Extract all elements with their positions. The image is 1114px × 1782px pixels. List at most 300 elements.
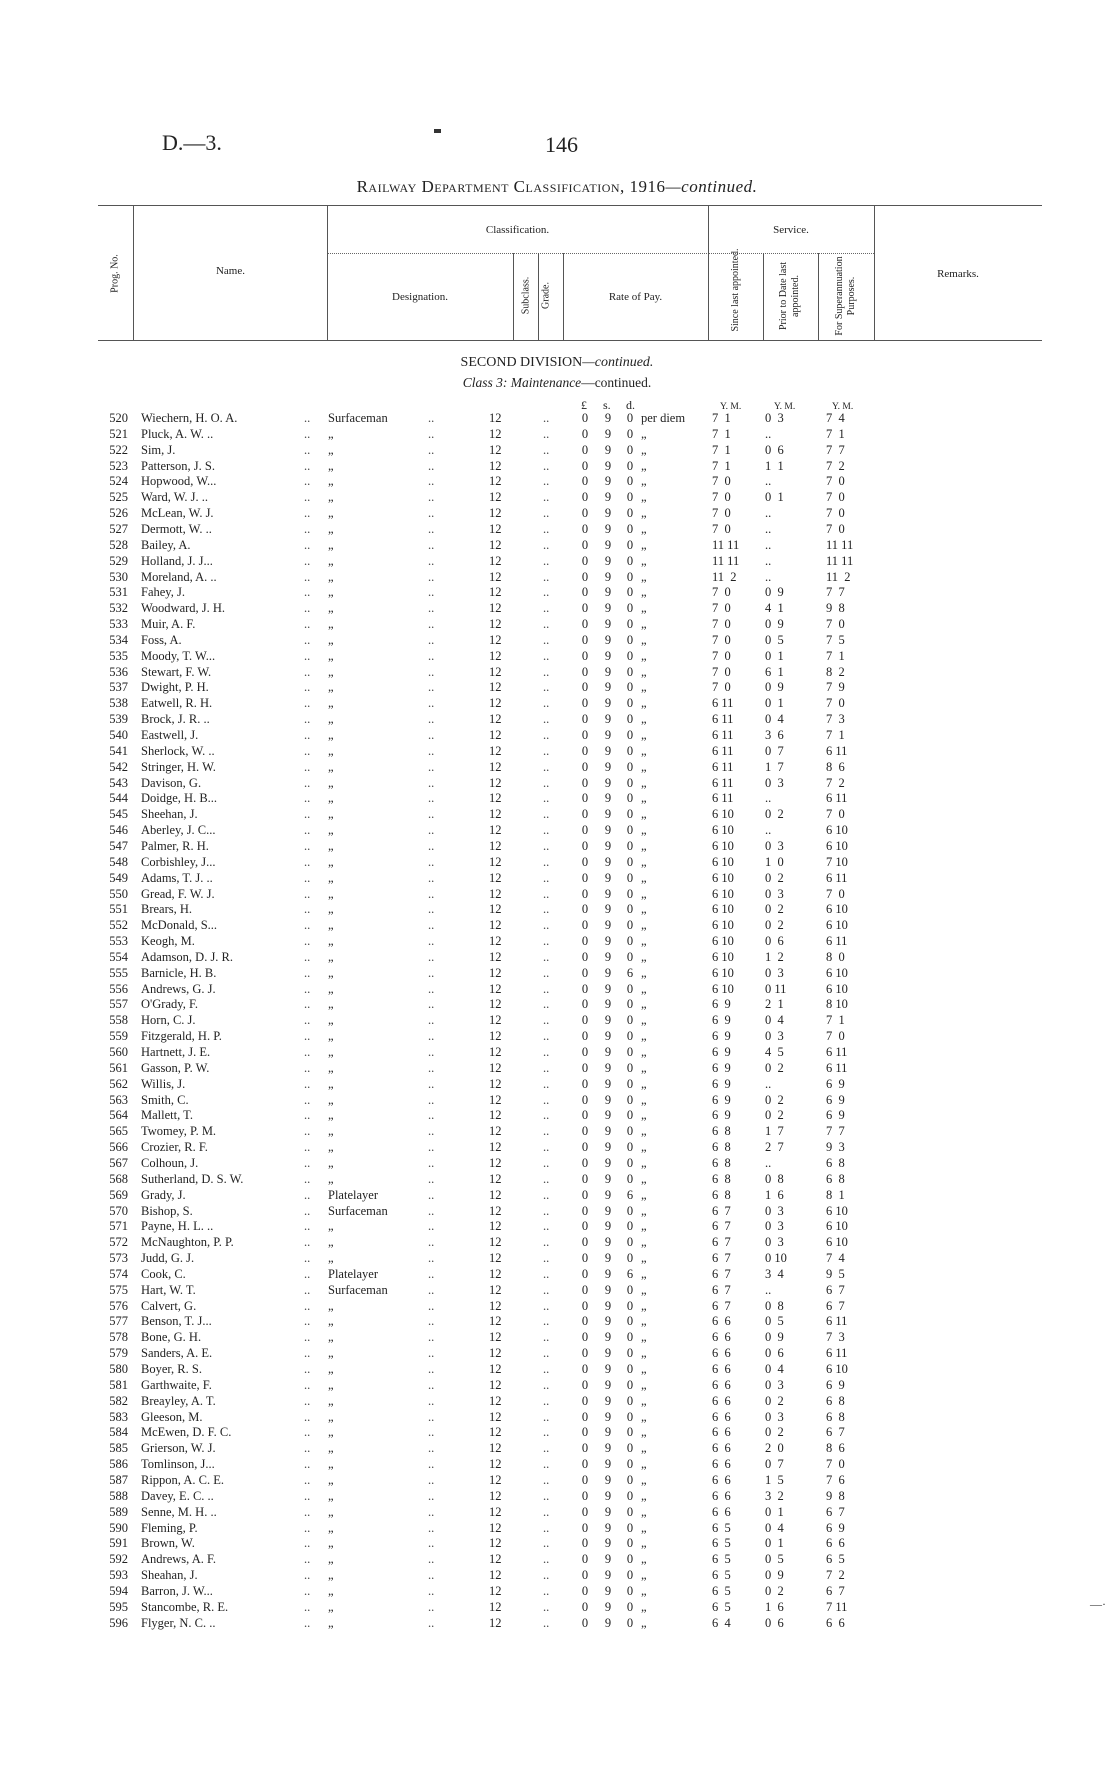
leader-dots: .. bbox=[543, 997, 550, 1012]
pay-shillings-cell: 9 bbox=[604, 601, 612, 616]
designation-cell: „ bbox=[328, 1219, 334, 1234]
superannuation-cell: 9 8 bbox=[826, 601, 845, 616]
name-cell: Brock, J. R. .. bbox=[141, 712, 210, 727]
prog-no-cell: 572 bbox=[109, 1235, 128, 1250]
grade-cell: 12 bbox=[489, 537, 502, 552]
leader-dots: .. bbox=[543, 632, 550, 647]
prog-no-cell: 545 bbox=[109, 807, 128, 822]
superannuation-cell: 6 11 bbox=[826, 1346, 848, 1361]
name-cell: Grierson, W. J. bbox=[141, 1441, 216, 1456]
grade-cell: 12 bbox=[489, 1060, 502, 1075]
leader-dots: .. bbox=[304, 1488, 311, 1503]
leader-dots: .. bbox=[304, 1583, 311, 1598]
pay-period-cell: „ bbox=[641, 1092, 647, 1107]
leader-dots: .. bbox=[543, 759, 550, 774]
pay-shillings-cell: 9 bbox=[604, 1330, 612, 1345]
table-row bbox=[0, 1123, 1114, 1139]
leader-dots: .. bbox=[428, 1409, 435, 1424]
pay-pence-cell: 0 bbox=[626, 807, 634, 822]
leader-dots: .. bbox=[304, 1060, 311, 1075]
since-last-cell: 7 1 bbox=[712, 411, 731, 425]
prior-to-date-cell: 0 3 bbox=[765, 775, 784, 790]
pay-period-cell: „ bbox=[641, 696, 647, 711]
leader-dots: .. bbox=[428, 949, 435, 964]
pay-pence-cell: 0 bbox=[626, 632, 634, 647]
since-last-cell: 6 6 bbox=[712, 1488, 731, 1503]
designation-cell: „ bbox=[328, 1124, 334, 1139]
leader-dots: .. bbox=[304, 411, 311, 425]
pay-pounds-cell: 0 bbox=[581, 1377, 589, 1392]
pay-period-cell: „ bbox=[641, 1013, 647, 1028]
name-cell: Senne, M. H. .. bbox=[141, 1504, 217, 1519]
designation-cell: „ bbox=[328, 712, 334, 727]
superannuation-cell: 11 11 bbox=[826, 537, 854, 552]
since-last-cell: 7 1 bbox=[712, 458, 731, 473]
since-last-cell: 6 5 bbox=[712, 1552, 731, 1567]
pay-pounds-cell: 0 bbox=[581, 1203, 589, 1218]
leader-dots: .. bbox=[428, 791, 435, 806]
pay-period-cell: „ bbox=[641, 1504, 647, 1519]
pay-pence-cell: 0 bbox=[626, 1140, 634, 1155]
pay-pounds-cell: 0 bbox=[581, 1409, 589, 1424]
table-row bbox=[0, 584, 1114, 600]
name-cell: Hartnett, J. E. bbox=[141, 1045, 211, 1059]
pay-period-cell: „ bbox=[641, 442, 647, 457]
leader-dots: .. bbox=[428, 1568, 435, 1583]
pay-pounds-cell: 0 bbox=[581, 1187, 589, 1202]
prog-no-cell: 536 bbox=[109, 664, 128, 679]
pay-shillings-cell: 9 bbox=[604, 743, 612, 758]
pay-period-cell: „ bbox=[641, 1076, 647, 1091]
name-cell: Gasson, P. W. bbox=[141, 1060, 210, 1075]
pay-period-cell: „ bbox=[641, 1187, 647, 1202]
name-cell: Garthwaite, F. bbox=[141, 1377, 212, 1392]
leader-dots: .. bbox=[428, 1155, 435, 1170]
designation-cell: „ bbox=[328, 521, 334, 536]
prior-to-date-cell: 1 6 bbox=[765, 1187, 784, 1202]
name-cell: Doidge, H. B... bbox=[141, 791, 218, 806]
pay-pounds-cell: 0 bbox=[581, 1029, 589, 1044]
pay-pence-cell: 0 bbox=[626, 838, 634, 853]
superannuation-cell: 7 0 bbox=[826, 1029, 845, 1044]
leader-dots: .. bbox=[304, 918, 311, 933]
pay-period-cell: „ bbox=[641, 458, 647, 473]
table-row bbox=[0, 1155, 1114, 1171]
superannuation-cell: 7 1 bbox=[826, 426, 845, 441]
table-row bbox=[0, 1250, 1114, 1266]
designation-cell: „ bbox=[328, 775, 334, 790]
pay-shillings-cell: 9 bbox=[604, 1552, 612, 1567]
pay-period-cell: „ bbox=[641, 521, 647, 536]
leader-dots: .. bbox=[543, 965, 550, 980]
leader-dots: .. bbox=[543, 791, 550, 806]
since-last-cell: 6 7 bbox=[712, 1235, 731, 1250]
grade-cell: 12 bbox=[489, 474, 502, 489]
designation-cell: „ bbox=[328, 1472, 334, 1487]
leader-dots: .. bbox=[543, 1441, 550, 1456]
pay-shillings-cell: 9 bbox=[604, 886, 612, 901]
prog-no-cell: 553 bbox=[109, 934, 128, 949]
pay-pence-cell: 0 bbox=[626, 490, 634, 505]
designation-cell: „ bbox=[328, 426, 334, 441]
prog-no-cell: 532 bbox=[109, 601, 128, 616]
leader-dots: .. bbox=[304, 1409, 311, 1424]
prior-to-date-cell: 0 3 bbox=[765, 1377, 784, 1392]
grade-cell: 12 bbox=[489, 442, 502, 457]
since-last-cell: 11 11 bbox=[712, 553, 740, 568]
leader-dots: .. bbox=[304, 1171, 311, 1186]
leader-dots: .. bbox=[304, 1045, 311, 1059]
name-cell: Brown, W. bbox=[141, 1536, 195, 1551]
grade-cell: 12 bbox=[489, 1045, 502, 1059]
pay-pence-cell: 0 bbox=[626, 1298, 634, 1313]
table-row bbox=[0, 886, 1114, 902]
superannuation-cell: 7 1 bbox=[826, 728, 845, 742]
grade-cell: 12 bbox=[489, 1140, 502, 1155]
superannuation-cell: 6 7 bbox=[826, 1504, 845, 1519]
grade-cell: 12 bbox=[489, 870, 502, 885]
grade-cell: 12 bbox=[489, 886, 502, 901]
pay-shillings-cell: 9 bbox=[604, 506, 612, 521]
pay-period-cell: „ bbox=[641, 426, 647, 441]
leader-dots: .. bbox=[543, 1124, 550, 1139]
pay-shillings-cell: 9 bbox=[604, 648, 612, 663]
name-cell: Moody, T. W... bbox=[141, 648, 216, 663]
superannuation-cell: 6 10 bbox=[826, 1219, 848, 1234]
prior-to-date-cell: 0 1 bbox=[765, 696, 784, 711]
prior-to-date-cell: 0 6 bbox=[765, 1615, 784, 1630]
designation-cell: „ bbox=[328, 1060, 334, 1075]
pay-pence-cell: 0 bbox=[626, 458, 634, 473]
prior-to-date-cell: 0 3 bbox=[765, 1029, 784, 1044]
leader-dots: .. bbox=[428, 997, 435, 1012]
superannuation-cell: 7 4 bbox=[826, 1251, 845, 1266]
designation-cell: „ bbox=[328, 680, 334, 695]
since-last-cell: 6 6 bbox=[712, 1472, 731, 1487]
name-cell: Muir, A. F. bbox=[141, 617, 196, 632]
grade-cell: 12 bbox=[489, 1187, 502, 1202]
designation-cell: „ bbox=[328, 854, 334, 869]
name-cell: Sim, J. bbox=[141, 442, 176, 457]
since-last-header: Since last appointed. bbox=[730, 248, 741, 332]
leader-dots: .. bbox=[543, 807, 550, 822]
leader-dots: .. bbox=[304, 458, 311, 473]
leader-dots: .. bbox=[428, 1457, 435, 1472]
pay-shillings-cell: 9 bbox=[604, 1045, 612, 1059]
pay-pounds-cell: 0 bbox=[581, 1092, 589, 1107]
pay-period-cell: per diem bbox=[641, 411, 686, 425]
pay-pence-cell: 0 bbox=[626, 1076, 634, 1091]
pay-period-cell: „ bbox=[641, 838, 647, 853]
leader-dots: .. bbox=[428, 1140, 435, 1155]
since-last-cell: 6 10 bbox=[712, 902, 734, 917]
since-last-cell: 7 0 bbox=[712, 617, 731, 632]
table-row bbox=[0, 1440, 1114, 1456]
name-cell: Bone, G. H. bbox=[141, 1330, 202, 1345]
prior-to-date-cell: 1 2 bbox=[765, 949, 784, 964]
pay-pence-cell: 0 bbox=[626, 1203, 634, 1218]
since-last-cell: 6 6 bbox=[712, 1409, 731, 1424]
since-last-cell: 7 0 bbox=[712, 490, 731, 505]
leader-dots: .. bbox=[428, 965, 435, 980]
pay-pence-cell: 0 bbox=[626, 601, 634, 616]
since-last-cell: 6 10 bbox=[712, 823, 734, 838]
leader-dots: .. bbox=[304, 1203, 311, 1218]
pay-pence-cell: 0 bbox=[626, 1457, 634, 1472]
pay-pence-cell: 0 bbox=[626, 997, 634, 1012]
class-name: Maintenance bbox=[510, 375, 582, 390]
pay-pence-cell: 0 bbox=[626, 934, 634, 949]
designation-cell: Surfaceman bbox=[328, 1203, 388, 1218]
pay-pence-cell: 0 bbox=[626, 1599, 634, 1614]
since-last-cell: 6 6 bbox=[712, 1330, 731, 1345]
designation-cell: „ bbox=[328, 1615, 334, 1630]
pay-pounds-cell: 0 bbox=[581, 1472, 589, 1487]
prog-no-cell: 546 bbox=[109, 823, 128, 838]
leader-dots: .. bbox=[428, 1520, 435, 1535]
superannuation-cell: 7 4 bbox=[826, 411, 845, 425]
pay-pence-cell: 0 bbox=[626, 426, 634, 441]
table-row bbox=[0, 537, 1114, 553]
leader-dots: .. bbox=[304, 728, 311, 742]
pay-pence-cell: 0 bbox=[626, 1314, 634, 1329]
pay-pence-cell: 0 bbox=[626, 680, 634, 695]
pay-period-cell: „ bbox=[641, 886, 647, 901]
prog-no-cell: 529 bbox=[109, 553, 128, 568]
pay-pounds-cell: 0 bbox=[581, 1425, 589, 1440]
since-last-cell: 7 0 bbox=[712, 585, 731, 600]
since-last-cell: 7 0 bbox=[712, 601, 731, 616]
name-cell: Flyger, N. C. .. bbox=[141, 1615, 216, 1630]
pay-shillings-cell: 9 bbox=[604, 458, 612, 473]
pay-pounds-cell: 0 bbox=[581, 981, 589, 996]
prior-to-date-cell: .. bbox=[765, 823, 772, 838]
pay-shillings-cell: 9 bbox=[604, 981, 612, 996]
designation-cell: Surfaceman bbox=[328, 1282, 388, 1297]
pay-pence-cell: 0 bbox=[626, 1615, 634, 1630]
leader-dots: .. bbox=[543, 1013, 550, 1028]
leader-dots: .. bbox=[428, 934, 435, 949]
leader-dots: .. bbox=[304, 807, 311, 822]
grade-cell: 12 bbox=[489, 1583, 502, 1598]
pay-shillings-cell: 9 bbox=[604, 569, 612, 584]
pay-pounds-cell: 0 bbox=[581, 1552, 589, 1567]
pay-shillings-cell: 9 bbox=[604, 1203, 612, 1218]
grade-cell: 12 bbox=[489, 1235, 502, 1250]
superannuation-cell: 6 9 bbox=[826, 1076, 845, 1091]
pay-shillings-cell: 9 bbox=[604, 1092, 612, 1107]
prior-to-date-cell: 1 5 bbox=[765, 1472, 784, 1487]
superannuation-cell: 8 0 bbox=[826, 949, 845, 964]
designation-cell: „ bbox=[328, 1298, 334, 1313]
prog-no-cell: 521 bbox=[109, 426, 128, 441]
leader-dots: .. bbox=[543, 1346, 550, 1361]
table-row bbox=[0, 1012, 1114, 1028]
leader-dots: .. bbox=[428, 1488, 435, 1503]
table-row bbox=[0, 426, 1114, 442]
table-row bbox=[0, 1171, 1114, 1187]
pay-pence-cell: 0 bbox=[626, 1060, 634, 1075]
table-row bbox=[0, 996, 1114, 1012]
leader-dots: .. bbox=[543, 680, 550, 695]
leader-dots: .. bbox=[428, 823, 435, 838]
leader-dots: .. bbox=[304, 601, 311, 616]
pay-pounds-cell: 0 bbox=[581, 1393, 589, 1408]
pay-period-cell: „ bbox=[641, 712, 647, 727]
leader-dots: .. bbox=[304, 680, 311, 695]
prog-no-cell: 535 bbox=[109, 648, 128, 663]
grade-cell: 12 bbox=[489, 1282, 502, 1297]
prog-no-cell: 559 bbox=[109, 1029, 128, 1044]
pay-shillings-cell: 9 bbox=[604, 1013, 612, 1028]
grade-cell: 12 bbox=[489, 585, 502, 600]
leader-dots: .. bbox=[543, 918, 550, 933]
name-cell: Benson, T. J... bbox=[141, 1314, 212, 1329]
leader-dots: .. bbox=[543, 1045, 550, 1059]
pay-period-cell: „ bbox=[641, 1488, 647, 1503]
leader-dots: .. bbox=[304, 1092, 311, 1107]
leader-dots: .. bbox=[428, 442, 435, 457]
grade-cell: 12 bbox=[489, 997, 502, 1012]
superannuation-cell: 11 11 bbox=[826, 553, 854, 568]
since-last-cell: 6 11 bbox=[712, 728, 734, 742]
col-rule-7 bbox=[763, 253, 764, 340]
pay-period-cell: „ bbox=[641, 1251, 647, 1266]
leader-dots: .. bbox=[304, 1219, 311, 1234]
grade-cell: 12 bbox=[489, 617, 502, 632]
designation-cell: „ bbox=[328, 1235, 334, 1250]
since-last-cell: 6 9 bbox=[712, 1076, 731, 1091]
name-cell: Gleeson, M. bbox=[141, 1409, 203, 1424]
table-row bbox=[0, 569, 1114, 585]
prior-to-date-cell: 0 2 bbox=[765, 902, 784, 917]
leader-dots: .. bbox=[543, 775, 550, 790]
pay-period-cell: „ bbox=[641, 934, 647, 949]
leader-dots: .. bbox=[543, 617, 550, 632]
since-last-cell: 6 5 bbox=[712, 1599, 731, 1614]
pay-period-cell: „ bbox=[641, 743, 647, 758]
pay-pence-cell: 0 bbox=[626, 1409, 634, 1424]
pay-pence-cell: 0 bbox=[626, 1488, 634, 1503]
pay-pence-cell: 0 bbox=[626, 1029, 634, 1044]
grade-cell: 12 bbox=[489, 1251, 502, 1266]
since-last-cell: 6 8 bbox=[712, 1171, 731, 1186]
prog-no-cell: 593 bbox=[109, 1568, 128, 1583]
pay-period-cell: „ bbox=[641, 601, 647, 616]
pay-period-cell: „ bbox=[641, 1346, 647, 1361]
superannuation-cell: 6 10 bbox=[826, 965, 848, 980]
since-last-cell: 6 11 bbox=[712, 696, 734, 711]
prog-no-cell: 534 bbox=[109, 632, 128, 647]
table-row bbox=[0, 790, 1114, 806]
name-cell: Keogh, M. bbox=[141, 934, 195, 949]
name-cell: Sheehan, J. bbox=[141, 807, 198, 822]
table-row bbox=[0, 1535, 1114, 1551]
leader-dots: .. bbox=[543, 664, 550, 679]
pay-shillings-cell: 9 bbox=[604, 537, 612, 552]
pay-period-cell: „ bbox=[641, 981, 647, 996]
pay-period-cell: „ bbox=[641, 823, 647, 838]
name-cell: Rippon, A. C. E. bbox=[141, 1472, 224, 1487]
superannuation-cell: 7 1 bbox=[826, 1013, 845, 1028]
prior-to-date-cell: 0 3 bbox=[765, 1219, 784, 1234]
pay-period-cell: „ bbox=[641, 775, 647, 790]
leader-dots: .. bbox=[543, 1504, 550, 1519]
leader-dots: .. bbox=[428, 1346, 435, 1361]
pay-period-cell: „ bbox=[641, 506, 647, 521]
table-row bbox=[0, 1266, 1114, 1282]
table-row bbox=[0, 901, 1114, 917]
since-last-cell: 11 2 bbox=[712, 569, 737, 584]
pay-pounds-cell: 0 bbox=[581, 1362, 589, 1376]
pay-shillings-cell: 9 bbox=[604, 1171, 612, 1186]
pay-pence-cell: 6 bbox=[626, 1187, 634, 1202]
designation-cell: „ bbox=[328, 1108, 334, 1123]
leader-dots: .. bbox=[543, 1219, 550, 1234]
prior-to-date-cell: 0 4 bbox=[765, 1362, 784, 1376]
grade-cell: 12 bbox=[489, 632, 502, 647]
superannuation-cell: 7 0 bbox=[826, 696, 845, 711]
leader-dots: .. bbox=[428, 506, 435, 521]
designation-cell: „ bbox=[328, 759, 334, 774]
name-cell: Twomey, P. M. bbox=[141, 1124, 217, 1139]
pay-period-cell: „ bbox=[641, 1282, 647, 1297]
table-row bbox=[0, 442, 1114, 458]
pay-pence-cell: 0 bbox=[626, 1346, 634, 1361]
prior-to-date-cell: 0 4 bbox=[765, 712, 784, 727]
superannuation-cell: 8 6 bbox=[826, 759, 845, 774]
grade-cell: 12 bbox=[489, 1552, 502, 1567]
name-cell: Fahey, J. bbox=[141, 585, 185, 600]
superannuation-cell: 11 2 bbox=[826, 569, 851, 584]
superannuation-cell: 6 11 bbox=[826, 1060, 848, 1075]
pay-period-cell: „ bbox=[641, 1266, 647, 1281]
leader-dots: .. bbox=[543, 870, 550, 885]
since-last-cell: 6 7 bbox=[712, 1298, 731, 1313]
pay-shillings-cell: 9 bbox=[604, 411, 612, 425]
prior-to-date-cell: 0 3 bbox=[765, 1203, 784, 1218]
leader-dots: .. bbox=[428, 1187, 435, 1202]
superannuation-cell: 8 1 bbox=[826, 1187, 845, 1202]
table-row bbox=[0, 1107, 1114, 1123]
header-bottom-rule bbox=[98, 340, 1042, 341]
prior-to-date-cell: 0 3 bbox=[765, 411, 784, 425]
pay-pounds-cell: 0 bbox=[581, 1045, 589, 1059]
pay-shillings-cell: 9 bbox=[604, 490, 612, 505]
table-row bbox=[0, 1361, 1114, 1377]
pay-period-cell: „ bbox=[641, 537, 647, 552]
pay-pence-cell: 0 bbox=[626, 411, 634, 425]
since-last-cell: 11 11 bbox=[712, 537, 740, 552]
pay-period-cell: „ bbox=[641, 680, 647, 695]
leader-dots: .. bbox=[304, 1457, 311, 1472]
table-row bbox=[0, 1551, 1114, 1567]
table-row bbox=[0, 410, 1114, 426]
pay-pence-cell: 0 bbox=[626, 728, 634, 742]
pay-shillings-cell: 9 bbox=[604, 791, 612, 806]
leader-dots: .. bbox=[543, 1029, 550, 1044]
grade-cell: 12 bbox=[489, 728, 502, 742]
designation-cell: „ bbox=[328, 1029, 334, 1044]
leader-dots: .. bbox=[428, 712, 435, 727]
superannuation-cell: 6 10 bbox=[826, 1203, 848, 1218]
pay-pounds-cell: 0 bbox=[581, 521, 589, 536]
pay-period-cell: „ bbox=[641, 664, 647, 679]
table-row bbox=[0, 1203, 1114, 1219]
pay-shillings-cell: 9 bbox=[604, 1187, 612, 1202]
leader-dots: .. bbox=[304, 1187, 311, 1202]
grade-cell: 12 bbox=[489, 854, 502, 869]
